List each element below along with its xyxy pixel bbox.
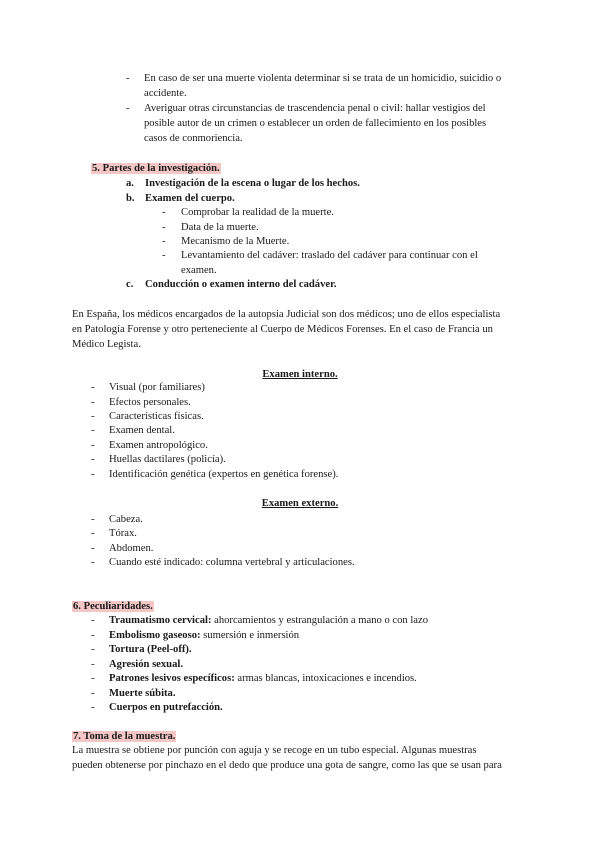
dash-bullet: - [91, 543, 95, 554]
list-item-line: Visual (por familiares) [109, 382, 205, 393]
list-item-line: Huellas dactilares (policía). [109, 454, 226, 465]
section-5-b-text: Examen del cuerpo. [145, 193, 235, 204]
dash-bullet: - [162, 207, 166, 218]
dash-bullet: - [91, 673, 95, 684]
examen-interno-title: Examen interno. [262, 369, 338, 380]
list-item-line: Efectos personales. [109, 397, 191, 408]
dash-bullet: - [91, 454, 95, 465]
dash-bullet: - [91, 702, 95, 713]
section-5-b: b. [126, 193, 135, 204]
dash-bullet: - [91, 688, 95, 699]
dash-bullet: - [126, 73, 130, 84]
list-item-line: En caso de ser una muerte violenta determinar si se trata de un homicidio, suicidio o [144, 73, 502, 84]
list-item-line: Levantamiento del cadáver: traslado del cadáver para continuar con el [181, 250, 478, 261]
dash-bullet: - [91, 469, 95, 480]
dash-bullet: - [162, 250, 166, 261]
list-item-line: Identificación genética (expertos en genética forense). [109, 469, 339, 480]
section-5-heading: 5. Partes de la investigación. [92, 163, 220, 174]
section-6-heading: 6. Peculiaridades. [73, 601, 153, 612]
item-bold: Cuerpos en putrefacción. [109, 702, 223, 713]
paragraph-line: en Patología Forense y otro perteneciente al Cuerpo de Médicos Forenses. En el caso de Francia un [72, 324, 493, 335]
list-item-line: Examen antropológico. [109, 440, 208, 451]
dash-bullet: - [91, 440, 95, 451]
list-item-line: accidente. [144, 88, 187, 99]
section-5-a: a. [126, 178, 134, 189]
item-bold: Muerte súbita. [109, 688, 176, 699]
list-item-line: Averiguar otras circunstancias de trascendencia penal o civil: hallar vestigios del [144, 103, 486, 114]
dash-bullet: - [162, 222, 166, 233]
item-bold: Agresión sexual. [109, 659, 183, 670]
list-item-line: Cabeza. [109, 514, 143, 525]
section-5-a-text: Investigación de la escena o lugar de los hechos. [145, 178, 360, 189]
list-item-line: Tórax. [109, 528, 137, 539]
list-item-line: Mecanismo de la Muerte. [181, 236, 290, 247]
dash-bullet: - [91, 615, 95, 626]
item-bold: Embolismo gaseoso: [109, 630, 201, 641]
dash-bullet: - [91, 514, 95, 525]
dash-bullet: - [91, 630, 95, 641]
item-rest: sumersión e inmersión [200, 630, 300, 641]
paragraph-line: Médico Legista. [72, 339, 141, 350]
list-item-line: Comprobar la realidad de la muerte. [181, 207, 334, 218]
dash-bullet: - [91, 397, 95, 408]
item-bold: Patrones lesivos específicos: [109, 673, 235, 684]
dash-bullet: - [91, 644, 95, 655]
list-item-line: Abdomen. [109, 543, 154, 554]
paragraph-line: En España, los médicos encargados de la autopsia Judicial son dos médicos; uno de ellos especialista [72, 309, 501, 320]
dash-bullet: - [162, 236, 166, 247]
item-bold: Traumatismo cervical: [109, 615, 212, 626]
list-item-line: Data de la muerte. [181, 222, 259, 233]
list-item-line: Cuando esté indicado: columna vertebral y articulaciones. [109, 557, 355, 568]
dash-bullet: - [91, 411, 95, 422]
dash-bullet: - [91, 382, 95, 393]
dash-bullet: - [91, 659, 95, 670]
section-7-heading: 7. Toma de la muestra. [73, 731, 176, 742]
list-item-line: casos de conmoriencia. [144, 133, 243, 144]
section-5-c-text: Conducción o examen interno del cadáver. [145, 279, 337, 290]
dash-bullet: - [91, 557, 95, 568]
list-item-line: examen. [181, 265, 217, 276]
list-item-line: posible autor de un crimen o establecer un orden de fallecimiento en los posibles [144, 118, 487, 129]
item-rest: armas blancas, intoxicaciones e incendios. [234, 673, 417, 684]
dash-bullet: - [91, 528, 95, 539]
paragraph-line: pueden obtenerse por pinchazo en el dedo que produce una gota de sangre, como las que se usan para [72, 760, 502, 771]
item-bold: Tortura (Peel-off). [109, 644, 192, 655]
paragraph-line: La muestra se obtiene por punción con aguja y se recoge en un tubo especial. Algunas muestras [72, 745, 477, 756]
dash-bullet: - [91, 425, 95, 436]
list-item-line: Examen dental. [109, 425, 175, 436]
list-item-line: Características físicas. [109, 411, 204, 422]
section-5-c: c. [126, 279, 134, 290]
examen-externo-title: Examen externo. [261, 498, 339, 509]
dash-bullet: - [126, 103, 130, 114]
item-rest: ahorcamientos y estrangulación a mano o con lazo [211, 615, 428, 626]
